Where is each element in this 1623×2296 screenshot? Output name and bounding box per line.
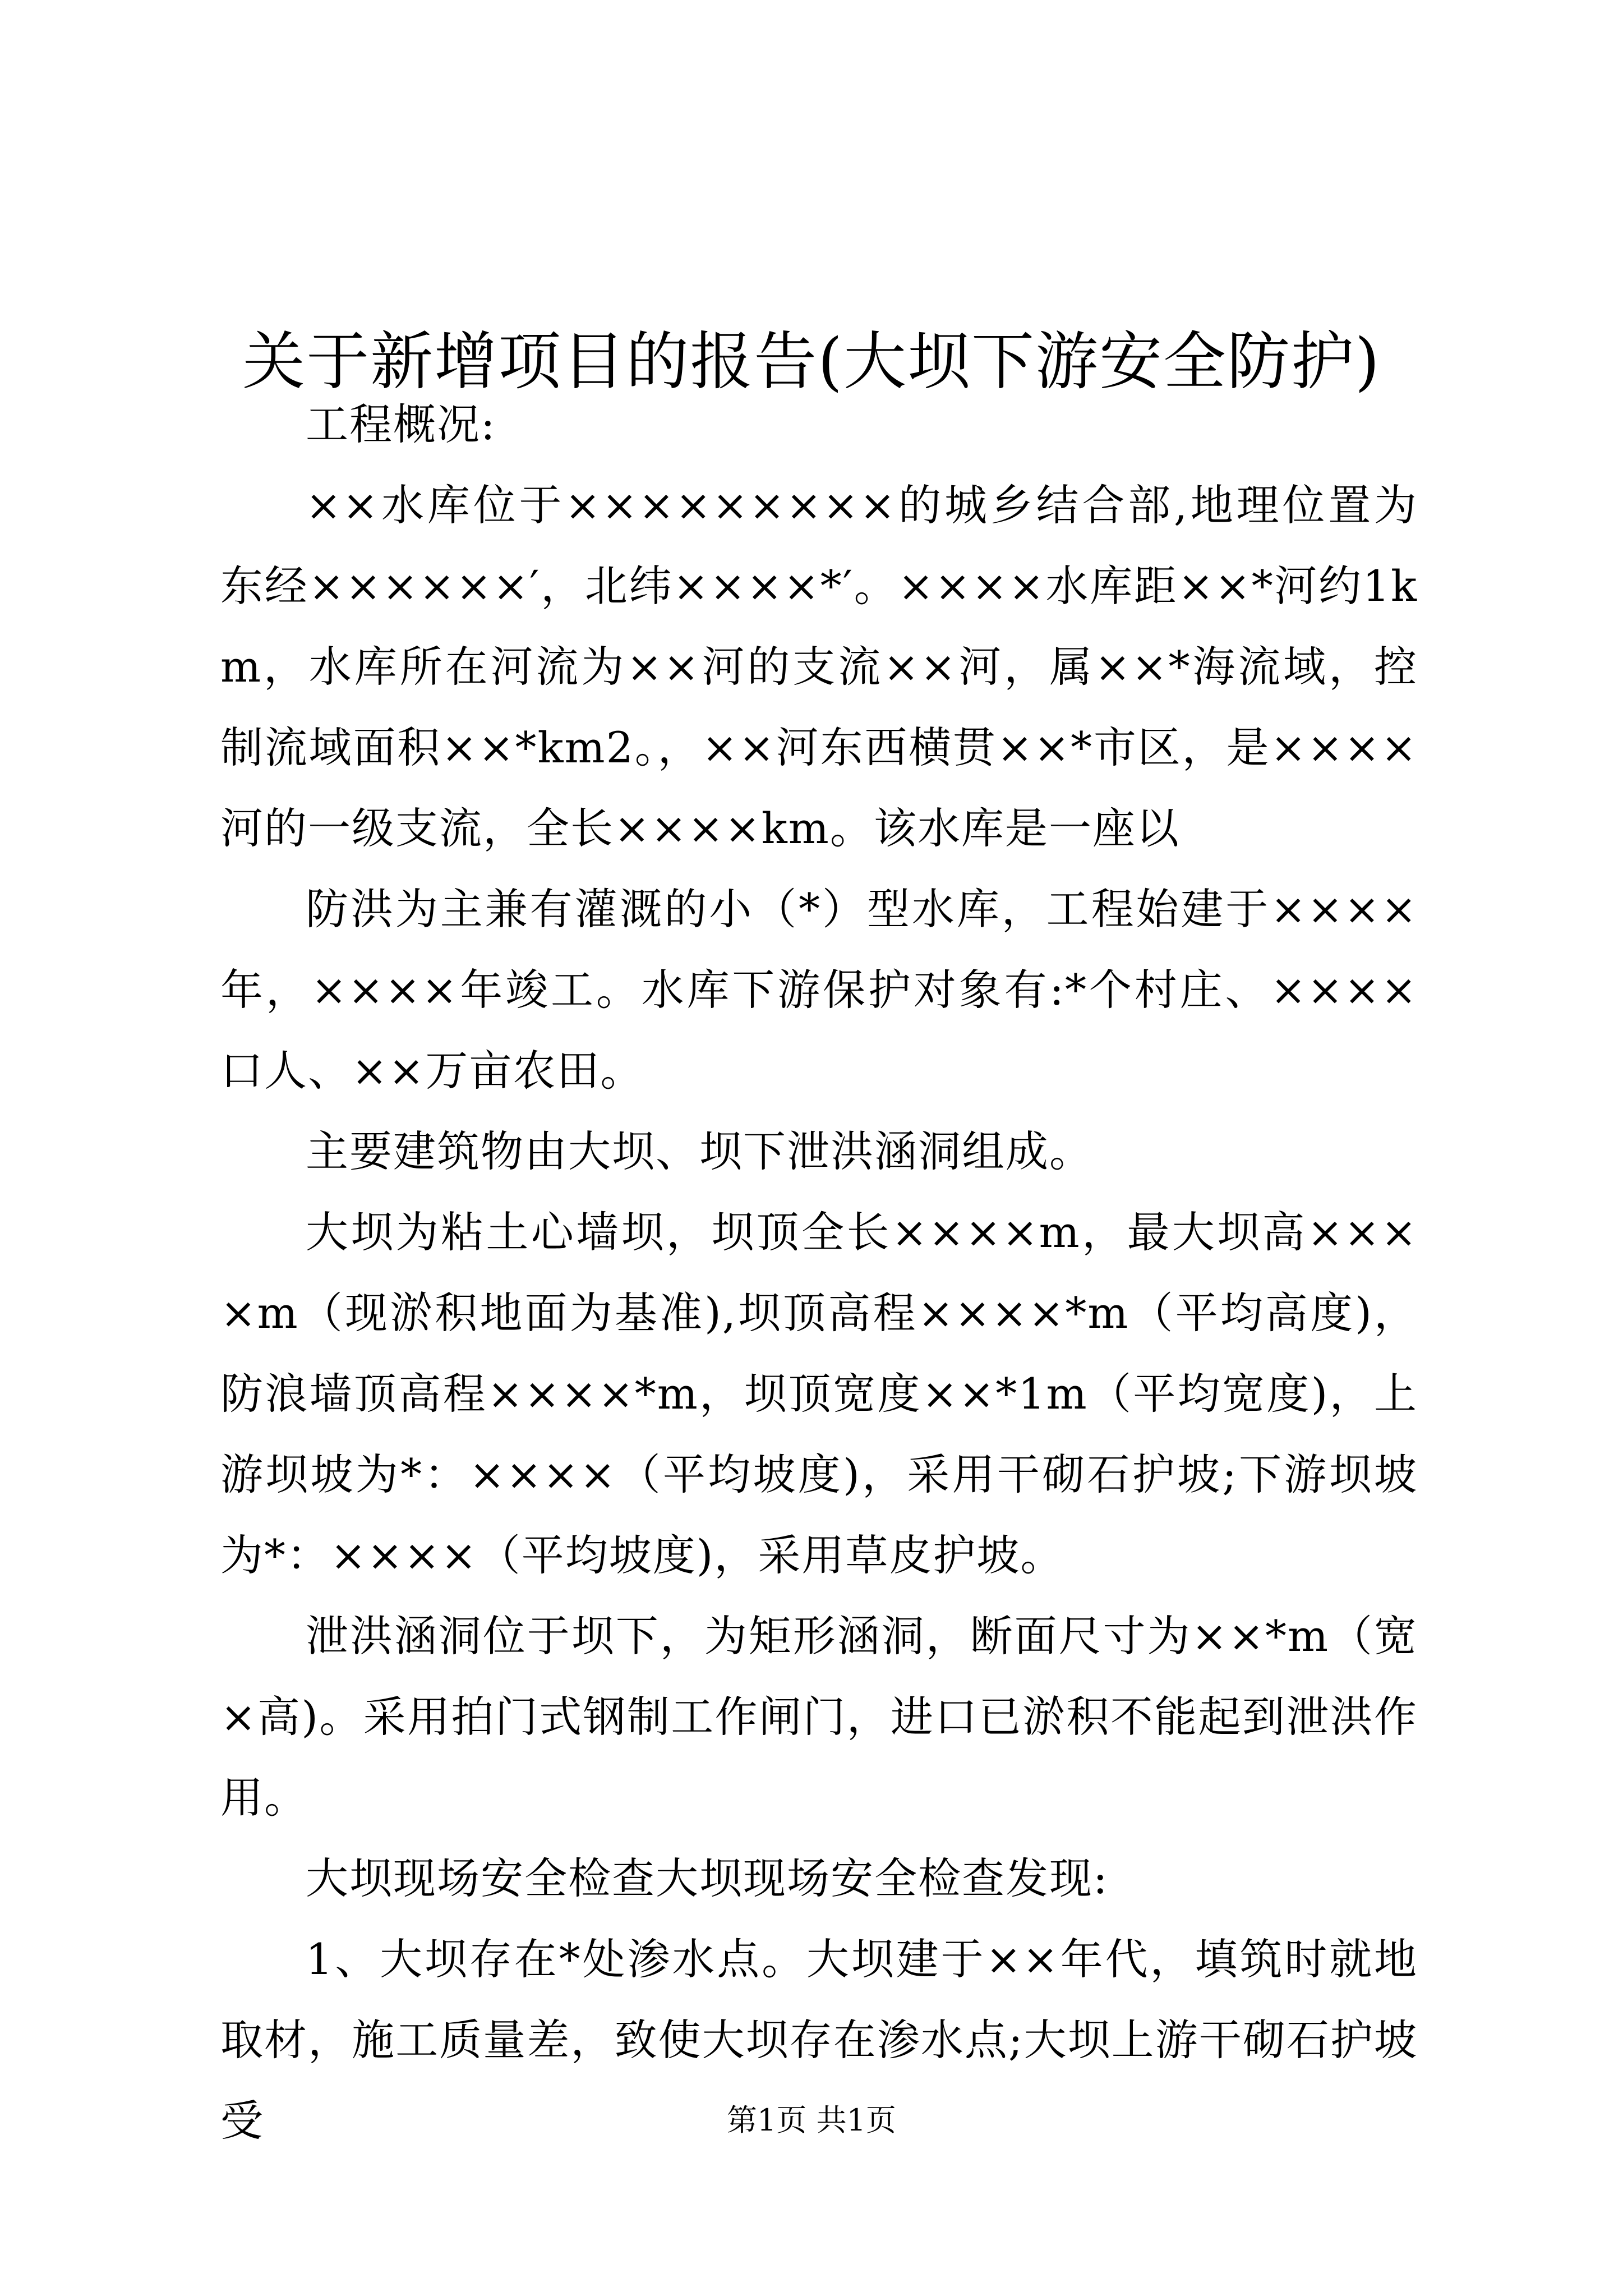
paragraph-culvert-description: 泄洪涵洞位于坝下，为矩形涵洞，断面尺寸为××*m（宽×高)。采用拍门式钢制工作闸门，进口已淤积不能起到泄洪作用。 — [220, 1611, 1418, 1823]
paragraph-inspection-heading: 大坝现场安全检查大坝现场安全检查发现: — [306, 1853, 1109, 1903]
paragraph-inspection-item-1: 1、大坝存在*处渗水点。大坝建于××年代，填筑时就地取材，施工质量差，致使大坝存在渗水点;大坝上游干砌石护坡受 — [220, 1934, 1418, 2146]
page-footer: 第1页 共1页 — [727, 2102, 896, 2138]
document-title: 关于新增项目的报告(大坝下游安全防护) — [242, 325, 1381, 399]
paragraph-overview-heading: 工程概况: — [306, 399, 496, 449]
paragraph-reservoir-location: ××水库位于×××××××××的城乡结合部,地理位置为东经××××××′，北纬××××*′。××××水库距××*河约1km，水库所在河流为××河的支流××河，属××*海流域，控制流域面积××*km2。，××河东西横贯××*市区，是××××河的一级支流，全长××××km。该水库是一座以 — [220, 480, 1418, 853]
paragraph-dam-description: 大坝为粘土心墙坝，坝顶全长××××m，最大坝高××××m（现淤积地面为基准),坝顶高程××××*m（平均高度)，防浪墙顶高程××××*m，坝顶宽度××*1m（平均宽度)，上游坝坡为*：××××（平均坡度)，采用干砌石护坡;下游坝坡为*：××××（平均坡度)，采用草皮护坡。 — [220, 1207, 1418, 1580]
paragraph-reservoir-purpose: 防洪为主兼有灌溉的小（*）型水库，工程始建于××××年，××××年竣工。水库下游保护对象有:*个村庄、××××口人、××万亩农田。 — [220, 884, 1418, 1096]
paragraph-main-structures: 主要建筑物由大坝、坝下泄洪涵洞组成。 — [306, 1126, 1093, 1176]
document-body — [220, 384, 1418, 2161]
